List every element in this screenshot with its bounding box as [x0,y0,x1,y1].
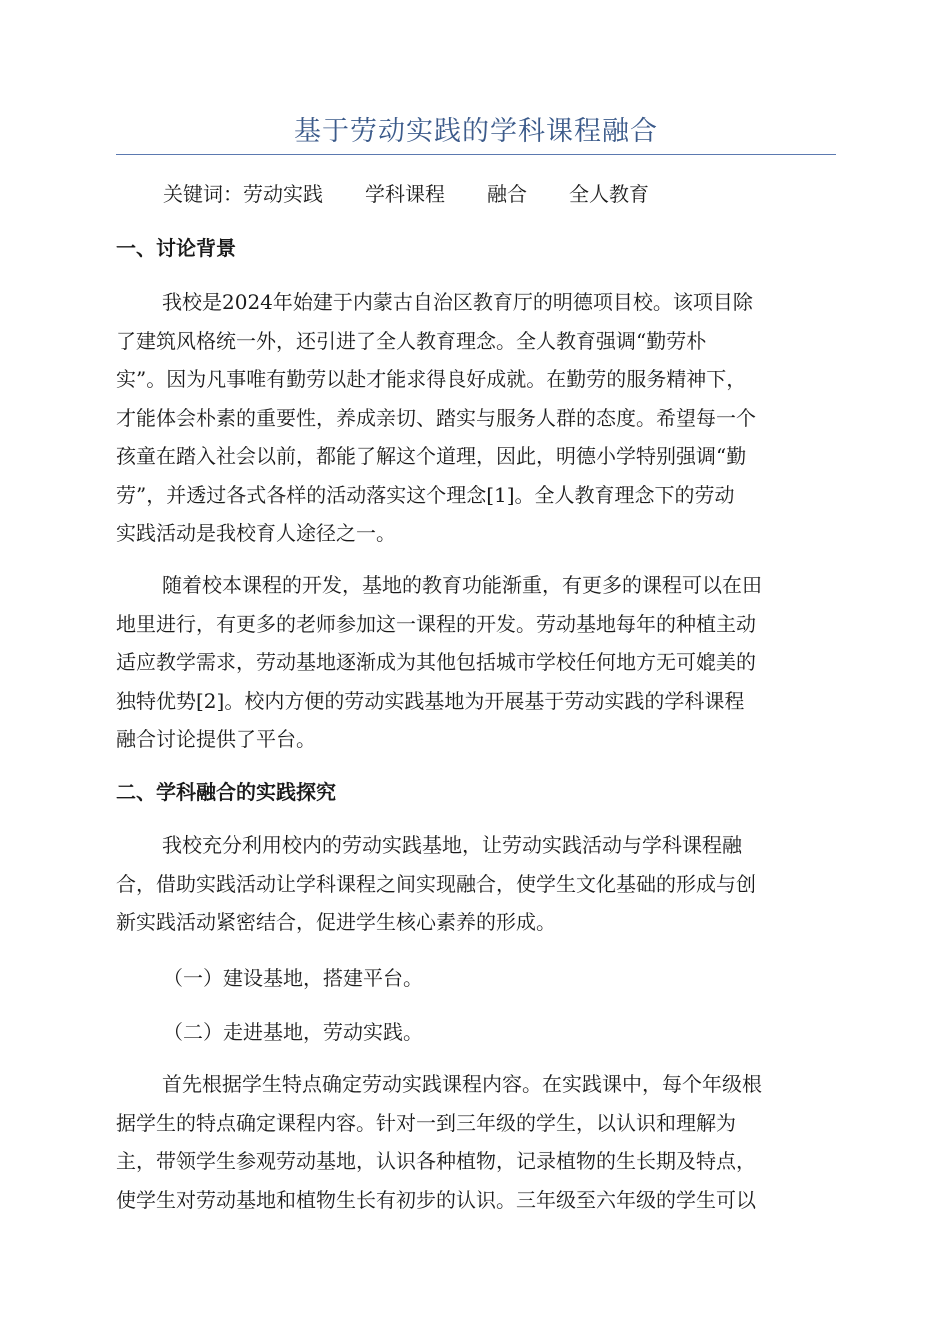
title-underline [116,154,836,155]
section-heading-2: 二、学科融合的实践探究 [116,780,336,804]
keyword-item: 融合 [487,182,527,206]
keyword-item: 全人教育 [569,182,649,206]
text-line: 使学生对劳动基地和植物生长有初步的认识。三年级至六年级的学生可以 [116,1187,756,1212]
keywords-label: 关键词： [163,182,243,206]
text-line: 随着校本课程的开发，基地的教育功能渐重，有更多的课程可以在田 [162,573,762,597]
keyword-item: 学科课程 [365,182,445,206]
section-heading-1: 一、讨论背景 [116,236,236,260]
text-line: 实”。因为凡事唯有勤劳以赴才能求得良好成就。在勤劳的服务精神下， [116,367,747,391]
subsection-heading-2: （二）走进基地，劳动实践。 [163,1020,423,1044]
text-line: 适应教学需求，劳动基地逐渐成为其他包括城市学校任何地方无可媲美的 [116,650,756,674]
text-line: 我校是2024年始建于内蒙古自治区教育厅的明德项目校。该项目除 [162,290,753,314]
text-line: 据学生的特点确定课程内容。针对一到三年级的学生，以认识和理解为 [116,1110,736,1135]
text-line: 劳”，并透过各式各样的活动落实这个理念[1]。全人教育理念下的劳动 [116,482,735,507]
text-line: 我校充分利用校内的劳动实践基地，让劳动实践活动与学科课程融 [162,833,742,857]
text-line: 首先根据学生特点确定劳动实践课程内容。在实践课中，每个年级根 [162,1072,762,1096]
text-line: 主，带领学生参观劳动基地，认识各种植物，记录植物的生长期及特点， [116,1149,756,1173]
section2-paragraph-2 [116,1065,836,1219]
document-title: 基于劳动实践的学科课程融合 [294,116,658,147]
text-line: 地里进行，有更多的老师参加这一课程的开发。劳动基地每年的种植主动 [116,611,756,636]
section1-paragraph-2 [116,566,836,759]
section2-paragraph-1 [116,826,836,942]
keyword-item: 劳动实践 [243,182,323,206]
text-line: 合，借助实践活动让学科课程之间实现融合，使学生文化基础的形成与创 [116,871,756,896]
text-line: 才能体会朴素的重要性，养成亲切、踏实与服务人群的态度。希望每一个 [116,405,756,430]
text-line: 融合讨论提供了平台。 [116,727,316,751]
text-line: 独特优势[2]。校内方便的劳动实践基地为开展基于劳动实践的学科课程 [116,688,745,713]
subsection-heading-1: （一）建设基地，搭建平台。 [163,966,423,990]
text-line: 实践活动是我校育人途径之一。 [116,521,396,545]
text-line: 新实践活动紧密结合，促进学生核心素养的形成。 [116,910,556,934]
section1-paragraph-1 [116,283,836,553]
keywords-line [163,178,691,210]
text-line: 了建筑风格统一外，还引进了全人教育理念。全人教育强调“勤劳朴 [116,328,707,353]
text-line: 孩童在踏入社会以前，都能了解这个道理，因此，明德小学特别强调“勤 [116,444,747,468]
